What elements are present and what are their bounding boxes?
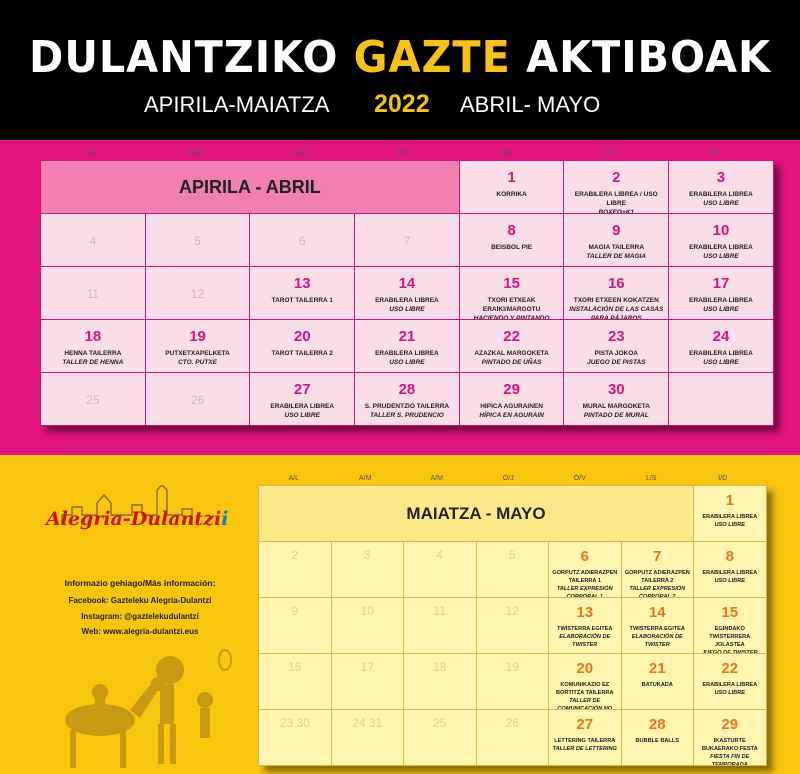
calendar-day-cell [669,320,773,372]
day-number: 14 [648,604,666,621]
calendar-day-cell [477,654,549,709]
event-title: ERABILERA LIBREA [375,297,439,304]
day-number: 15 [721,604,739,621]
event-title: IKASTURTE BUKAERAKO FESTA [701,738,758,752]
event-subtitle: INSTALACIÓN DE LAS CASAS PARA PÁJAROS [569,306,664,319]
event-title: ERABILERA LIBREA [689,191,753,198]
calendar-day-cell [622,710,694,765]
day-number: 19 [189,328,206,345]
day-number: 19 [505,660,519,674]
day-header: O/J [397,150,409,157]
day-number: 3 [716,169,726,186]
calendar-day-cell [355,320,459,372]
event-title: HIPICA AGURAINEN [480,403,543,410]
event-title: TAROT TAILERRA 2 [271,350,333,357]
event-title: TXORI ETXEEN KOKATZEN [573,297,659,304]
event-title: ERABILERA LIBREA [702,570,758,576]
event-subtitle: USO LIBRE [714,522,745,528]
calendar-day-cell [564,320,668,372]
day-number: 23 30 [279,716,310,730]
event-title: EGINDAKO TWISTERRERA JOLASTEA [709,626,751,648]
calendar-day-cell [694,542,766,597]
calendar-day-cell [694,486,766,541]
calendar-day-cell [564,373,668,425]
calendar-day-cell [549,598,621,653]
day-header: O/V [573,475,586,482]
calendar-day-cell [332,710,404,765]
event-title: PISTA JOKOA [594,350,638,357]
calendar-day-cell [669,267,773,319]
day-number: 6 [580,548,589,565]
info-instagram: Instagram: @gaztelekudulantzi [81,612,199,621]
day-number: 28 [398,381,416,398]
april-month-label: APIRILA - ABRIL [41,161,459,213]
event-subtitle: HÍPICA EN AGURAIN [479,412,544,419]
header [0,0,800,140]
event-title: S. PRUDENTZIO TAILERRA [364,403,450,410]
calendar-day-cell [250,267,354,319]
day-number: 24 [712,328,730,345]
day-number: 4 [436,548,444,562]
event-title: ERABILERA LIBREA [702,514,758,520]
day-number: 26 [505,716,519,730]
may-calendar [258,485,767,766]
event-title: BATUKADA [641,682,673,688]
event-subtitle: ELABORACIÓN DE TWISTER [559,634,611,648]
event-title: MAGIA TAILERRA [588,244,645,251]
info-web: Web: www.alegria-dulantzi.eus [81,627,199,636]
calendar-day-cell [564,267,668,319]
event-subtitle: JUEGO DE TWISTER [701,650,758,653]
day-number: 18 [433,660,447,674]
day-number: 25 [86,393,100,407]
calendar-day-cell [460,214,564,266]
day-number: 20 [576,660,594,677]
calendar-day-cell [41,267,145,319]
event-title: BEISBOL PIE [491,244,533,251]
calendar-day-cell [355,373,459,425]
day-number: 18 [84,328,102,345]
event-subtitle: USO LIBRE [703,200,739,207]
event-title: ERABILERA LIBREA [375,350,439,357]
day-number: 16 [288,660,302,674]
day-number: 5 [194,234,201,248]
day-number: 1 [725,492,734,509]
calendar-day-cell [460,320,564,372]
event-title: PUTXETXAPELKETA [165,350,230,357]
title-left: DULANTZIKO [29,32,339,83]
calendar-day-cell [549,654,621,709]
event-subtitle: FIESTA FIN DE TEMPORADA [710,754,750,765]
day-header: A/M [359,475,372,482]
day-number: 15 [503,275,520,292]
day-header: I/D [718,475,728,482]
calendar-day-cell [259,710,331,765]
calendar-day-cell [259,598,331,653]
event-title: MURAL MARGOKETA [582,403,650,410]
event-title: BUBBLE BALLS [635,738,679,744]
day-number: 20 [293,328,311,345]
april-calendar [40,160,774,426]
calendar-day-cell [404,542,476,597]
event-title: ERABILERA LIBREA [702,682,758,688]
event-title: GORPUTZ ADIERAZPEN TAILERRA 1 [552,570,618,584]
day-number: 5 [508,548,516,562]
day-number: 14 [398,275,416,292]
event-title: LETTERING TAILERRA [554,738,616,744]
calendar-day-cell [564,214,668,266]
calendar-day-cell [669,214,773,266]
event-subtitle: JUEGO DE PISTAS [587,359,646,366]
event-subtitle: USO LIBRE [389,359,425,366]
day-header: A/M [189,150,202,157]
day-number: 22 [721,660,739,677]
calendar-day-cell [355,214,459,266]
calendar-day-cell [622,598,694,653]
day-header: O/J [502,475,514,482]
day-number: 29 [503,381,520,398]
day-number: 27 [293,381,311,398]
day-number: 16 [607,275,625,292]
day-number: 13 [293,275,311,292]
event-subtitle: USO LIBRE [703,253,739,260]
calendar-day-cell [250,373,354,425]
calendar-day-cell [404,654,476,709]
title-right: AKTIBOAK [526,32,771,83]
calendar-day-cell [477,542,549,597]
event-subtitle: TALLER DE LETTERING [552,746,617,752]
day-number: 3 [363,548,371,562]
day-header: A/M [430,475,443,482]
day-number: 1 [507,169,516,186]
calendar-day-cell [250,214,354,266]
event-title: ERABILERA LIBREA [689,297,753,304]
event-subtitle: TALLER DE MAGIA [586,253,647,260]
calendar-day-cell [622,654,694,709]
day-number: 21 [398,328,416,345]
day-number: 6 [298,234,306,248]
day-header: I/D [709,150,719,157]
event-subtitle: TALLER DE HENNA [62,359,124,366]
calendar-day-cell [332,598,404,653]
event-subtitle: USO LIBRE [389,306,425,313]
event-title: TAROT TAILERRA 1 [271,297,333,304]
day-number: 29 [721,716,739,733]
brand-logo: Alegria-Dulantzii [46,508,229,530]
calendar-day-cell [146,267,250,319]
calendar-day-cell [332,542,404,597]
day-number: 17 [712,275,730,292]
event-title: GORPUTZ ADIERAZPEN TAILERRA 2 [624,570,690,584]
day-number: 22 [503,328,520,345]
event-subtitle: CTO. PUTXE [178,359,217,366]
day-number: 27 [576,716,594,733]
day-number: 2 [612,169,621,186]
calendar-day-cell [146,373,250,425]
calendar-day-cell [564,161,668,213]
calendar-day-cell [460,161,564,213]
subtitle-months-es: ABRIL- MAYO [460,92,601,117]
event-title: HENNA TAILERRA [64,350,122,357]
day-number: 26 [190,393,205,407]
title-highlight: GAZTE [353,32,511,83]
calendar-day-cell [259,542,331,597]
event-subtitle: USO LIBRE [284,412,320,419]
page-title [24,32,776,83]
calendar-day-cell [41,214,145,266]
day-number: 8 [507,222,516,239]
calendar-day-cell [146,320,250,372]
calendar-day-cell [355,267,459,319]
day-number: 17 [360,660,374,674]
day-header: L/S [645,475,657,482]
event-title: ERABILERA LIBREA [689,244,753,251]
calendar-day-cell [332,654,404,709]
event-subtitle: BOXEO+K1 [598,209,635,213]
calendar-day-cell [694,654,766,709]
event-subtitle: ELABORACIÓN DE TWISTER [631,634,683,648]
event-subtitle: TALLER DE COMUNICACIÓN NO [557,698,613,709]
event-title: ERABILERA LIBREA [689,350,753,357]
day-header: O/V [500,150,513,157]
calendar-day-cell [694,598,766,653]
event-title: KORRIKA [496,191,527,198]
event-subtitle: TALLER S. PRUDENCIO [369,412,444,419]
event-subtitle: HACIENDO Y PINTANDO [473,315,550,319]
calendar-day-cell [477,598,549,653]
event-subtitle: USO LIBRE [703,359,739,366]
day-number: 24 31 [352,716,383,730]
calendar-day-cell [41,373,145,425]
day-number: 13 [576,604,594,621]
calendar-day-cell [669,373,773,425]
event-title: AZAZKAL MARGOKETA [474,350,549,357]
calendar-day-cell [146,214,250,266]
day-number: 12 [505,604,519,618]
day-number: 11 [86,287,100,301]
info-title: Informazio gehiago/Más información: [64,578,216,588]
calendar-day-cell [41,320,145,372]
calendar-day-cell [694,710,766,765]
subtitle-months-eu: APIRILA-MAIATZA [144,92,330,117]
day-header: L/S [605,150,616,157]
day-number: 11 [433,604,446,618]
event-subtitle: PINTADO DE MURAL [583,412,649,419]
day-number: 4 [89,234,97,248]
calendar-day-cell [549,710,621,765]
calendar-day-cell [477,710,549,765]
calendar-day-cell [549,542,621,597]
day-number: 7 [653,548,662,565]
day-number: 25 [433,716,447,730]
event-title: TWISTERRA EGITEA [629,626,685,632]
day-number: 10 [712,222,730,239]
info-facebook: Facebook: Gazteleku Alegría-Dulantzi [68,596,212,605]
event-subtitle: USO LIBRE [714,578,745,584]
calendar-day-cell [404,598,476,653]
event-title: KOMUNIKAZIO EZ BORTITZA TAILERRA [556,682,614,696]
subtitle-year: 2022 [374,90,430,118]
day-number: 30 [607,381,625,398]
day-header: A/L [86,150,98,157]
day-number: 9 [291,604,299,618]
calendar-day-cell [460,267,564,319]
event-subtitle: USO LIBRE [703,306,739,313]
day-number: 21 [648,660,666,677]
activities-silhouette-icon [40,640,240,770]
event-subtitle: TALLER EXPRESIÓN CORPORAL 1 [556,586,613,597]
may-month-label: MAIATZA - MAYO [259,486,693,541]
event-subtitle: TALLER EXPRESIÓN CORPORAL 2 [629,586,686,597]
event-title: ERABILERA LIBREA [270,403,335,410]
calendar-day-cell [259,654,331,709]
day-number: 2 [291,548,299,562]
event-subtitle: USO LIBRE [714,690,745,696]
calendar-day-cell [622,542,694,597]
day-number: 10 [360,604,374,618]
day-number: 23 [607,328,625,345]
day-header: A/L [288,475,299,482]
day-header: A/M [293,150,306,157]
day-number: 12 [190,287,205,301]
event-title: ERABILERA LIBREA / USO LIBRE [574,191,658,207]
calendar-day-cell [669,161,773,213]
day-number: 28 [648,716,666,733]
day-number: 8 [725,548,734,565]
day-number: 7 [403,234,411,248]
calendar-day-cell [250,320,354,372]
event-title: TWISTERRA EGITEA [557,626,613,632]
event-title: TXORI ETXEAK ERAIKI/MARGOTU [482,297,541,313]
calendar-day-cell [460,373,564,425]
calendar-day-cell [404,710,476,765]
event-subtitle: PINTADO DE UÑAS [481,359,542,366]
day-number: 9 [612,222,621,239]
